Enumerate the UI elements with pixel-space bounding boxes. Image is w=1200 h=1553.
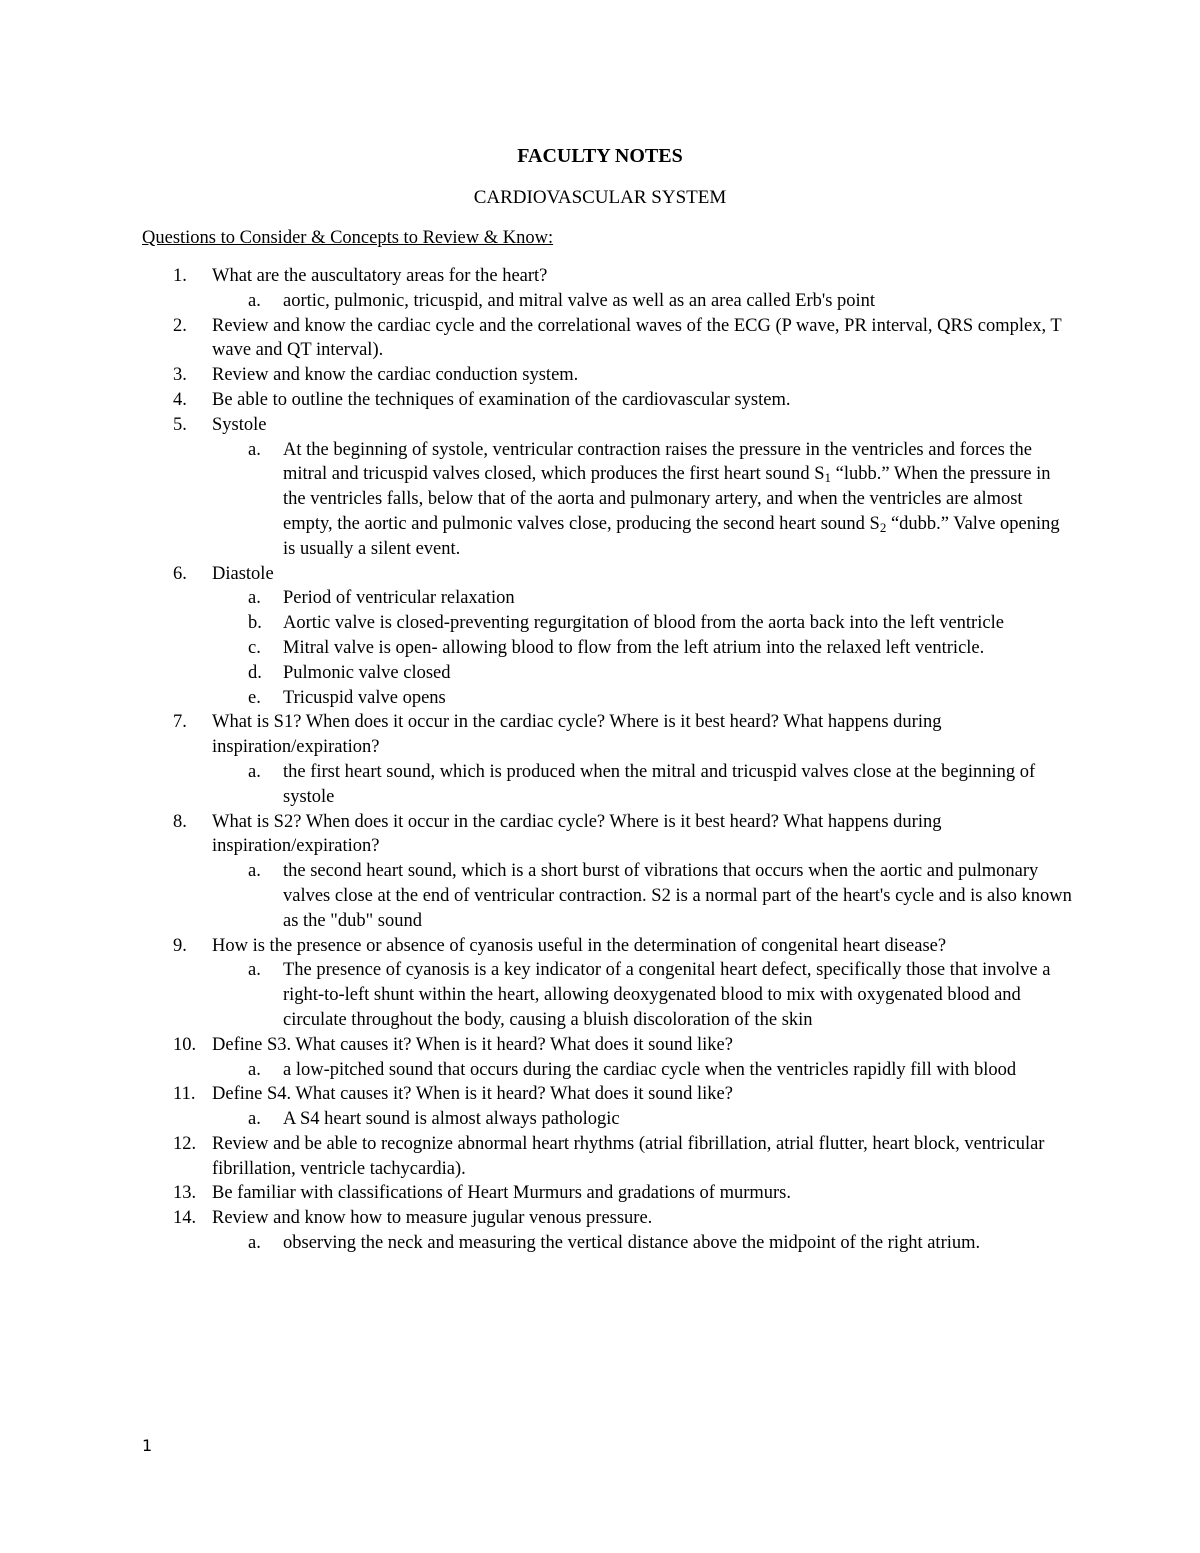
question-text: Define S4. What causes it? When is it heard? What does it sound like? bbox=[212, 1084, 733, 1105]
answer-label: c. bbox=[248, 637, 261, 658]
answer-label: a. bbox=[248, 1059, 261, 1080]
question-text: Systole bbox=[212, 414, 267, 435]
question-item bbox=[0, 1181, 1072, 1206]
question-number: 5. bbox=[173, 414, 187, 435]
document-title: FACULTY NOTES bbox=[517, 145, 683, 167]
answer-label: a. bbox=[248, 1233, 261, 1254]
question-number: 4. bbox=[173, 389, 187, 410]
answer-label: d. bbox=[248, 662, 262, 683]
answer-label: a. bbox=[248, 960, 261, 981]
answer-item bbox=[0, 289, 1073, 314]
answer-text: Tricuspid valve opens bbox=[283, 687, 446, 708]
question-list bbox=[0, 264, 1200, 1256]
answer-text: At the beginning of systole, ventricular contraction raises the pressure in the ventricles and forces the mitral and tricuspid valves closed, which produces the first heart sound $S_1$ “lubb.” When the pressure in the ventricles falls, below that of the aorta and pulmonary artery, and when the ventricles are almost empty, the aortic and pulmonic valves close, producing the second heart sound $S_2$ “dubb.” Valve opening is usually a silent event. bbox=[283, 439, 1060, 559]
question-text: What is S1? When does it occur in the cardiac cycle? Where is it best heard? What happens during inspiration/expiration? bbox=[212, 712, 942, 758]
question-number: 11. bbox=[173, 1084, 196, 1105]
answer-label: a. bbox=[248, 861, 261, 882]
answer-text: Mitral valve is open- allowing blood to flow from the left atrium into the relaxed left ventricle. bbox=[283, 637, 985, 658]
question-number: 2. bbox=[173, 315, 187, 336]
answer-text: A S4 heart sound is almost always pathologic bbox=[283, 1109, 620, 1130]
answer-item bbox=[0, 859, 1073, 933]
question-text: Be familiar with classifications of Heart Murmurs and gradations of murmurs. bbox=[212, 1183, 792, 1204]
question-text: What is S2? When does it occur in the cardiac cycle? Where is it best heard? What happens during inspiration/expiration? bbox=[212, 811, 942, 857]
question-text: Review and know the cardiac cycle and the correlational waves of the ECG (P wave, PR interval, QRS complex, T wave and QT interval). bbox=[212, 315, 1062, 361]
question-item bbox=[0, 413, 1072, 438]
question-number: 10. bbox=[173, 1034, 197, 1055]
question-number: 6. bbox=[173, 563, 187, 584]
question-text: Be able to outline the techniques of examination of the cardiovascular system. bbox=[212, 389, 791, 410]
question-item bbox=[0, 710, 1072, 760]
answer-text: the second heart sound, which is a short burst of vibrations that occurs when the aortic and pulmonary valves close at the end of ventricular contraction. S2 is a normal part of the heart's cycle and is also known as the "dub" sound bbox=[283, 861, 1072, 931]
question-item bbox=[0, 1033, 1072, 1058]
answer-item bbox=[0, 686, 1073, 711]
question-number: 9. bbox=[173, 935, 187, 956]
answer-item bbox=[0, 958, 1073, 1032]
question-item bbox=[0, 1132, 1072, 1182]
answer-text: Pulmonic valve closed bbox=[283, 662, 451, 683]
question-item bbox=[0, 1206, 1072, 1231]
document-subtitle: CARDIOVASCULAR SYSTEM bbox=[473, 187, 727, 208]
question-text: Review and know how to measure jugular venous pressure. bbox=[212, 1208, 653, 1229]
answer-item bbox=[0, 611, 1073, 636]
question-item bbox=[0, 934, 1072, 959]
question-text: Diastole bbox=[212, 563, 274, 584]
question-number: 12. bbox=[173, 1133, 197, 1154]
question-item bbox=[0, 388, 1072, 413]
answer-item bbox=[0, 636, 1073, 661]
answer-label: b. bbox=[248, 613, 262, 634]
answer-item bbox=[0, 1058, 1073, 1083]
question-text: Define S3. What causes it? When is it heard? What does it sound like? bbox=[212, 1034, 733, 1055]
s2-subscript: 2 bbox=[879, 519, 887, 535]
question-item bbox=[0, 314, 1072, 364]
page-number: 1 bbox=[142, 1436, 153, 1455]
question-text: What are the auscultatory areas for the heart? bbox=[212, 266, 548, 286]
answer-label: e. bbox=[248, 687, 261, 708]
question-number: 13. bbox=[173, 1183, 197, 1204]
section-heading: Questions to Consider & Concepts to Review & Know: bbox=[142, 228, 554, 248]
question-number: 8. bbox=[173, 811, 187, 832]
answer-label: a. bbox=[248, 761, 261, 782]
answer-label: a. bbox=[248, 439, 261, 460]
answer-text: aortic, pulmonic, tricuspid, and mitral valve as well as an area called Erb's point bbox=[283, 290, 876, 311]
question-number: 1. bbox=[173, 266, 187, 286]
answer-label: a. bbox=[248, 1109, 261, 1130]
answer-item bbox=[0, 661, 1073, 686]
answer-text: the first heart sound, which is produced when the mitral and tricuspid valves close at the beginning of systole bbox=[283, 761, 1036, 807]
s1-subscript: 1 bbox=[824, 470, 832, 486]
answer-text: a low-pitched sound that occurs during the cardiac cycle when the ventricles rapidly fill with blood bbox=[283, 1059, 1017, 1080]
answer-item bbox=[0, 586, 1073, 611]
question-item bbox=[0, 562, 1072, 587]
answer-item bbox=[0, 1231, 1073, 1256]
question-number: 7. bbox=[173, 712, 187, 733]
question-item bbox=[0, 810, 1072, 860]
answer-item bbox=[0, 1107, 1073, 1132]
answer-text: The presence of cyanosis is a key indicator of a congenital heart defect, specifically those that involve a right-to-left shunt within the heart, allowing deoxygenated blood to mix with oxygenated blood and circulate throughout the body, causing a bluish discoloration of the skin bbox=[283, 960, 1051, 1030]
question-item bbox=[0, 264, 1072, 289]
answer-text: observing the neck and measuring the vertical distance above the midpoint of the right atrium. bbox=[283, 1233, 981, 1254]
answer-item bbox=[0, 438, 1073, 562]
question-number: 3. bbox=[173, 365, 187, 386]
question-number: 14. bbox=[173, 1208, 197, 1229]
answer-label: a. bbox=[248, 290, 261, 311]
question-item bbox=[0, 1082, 1072, 1107]
question-text: Review and know the cardiac conduction system. bbox=[212, 365, 579, 386]
answer-text: Aortic valve is closed-preventing regurgitation of blood from the aorta back into the left ventricle bbox=[283, 613, 1004, 634]
question-text: Review and be able to recognize abnormal heart rhythms (atrial fibrillation, atrial flutter, heart block, ventricular fibrillation, ventricle tachycardia). bbox=[212, 1133, 1045, 1179]
question-item bbox=[0, 363, 1072, 388]
answer-text: Period of ventricular relaxation bbox=[283, 588, 515, 609]
answer-item bbox=[0, 760, 1073, 810]
question-text: How is the presence or absence of cyanosis useful in the determination of congenital heart disease? bbox=[212, 935, 947, 956]
answer-label: a. bbox=[248, 588, 261, 609]
